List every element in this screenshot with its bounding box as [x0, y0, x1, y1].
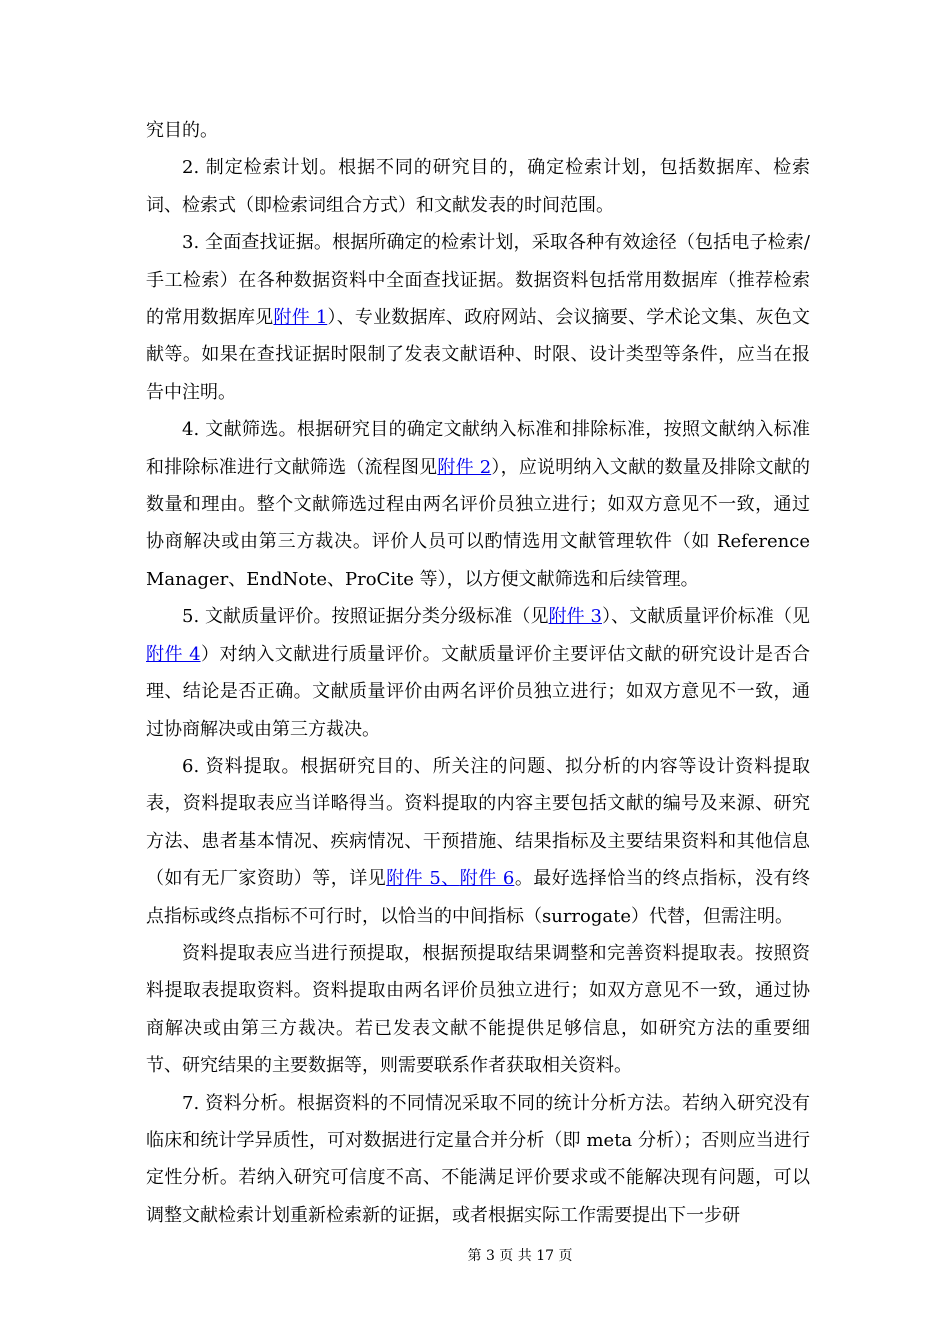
paragraph-text: 6. 资料提取。根据研究目的、所关注的问题、拟分析的内容等设计资料提取表，资料提取表应当详略得当。资料提取的内容主要包括文献的编号及来源、研究方法、患者基本情况、疾病情况、干预措施、结果指标及主要结果资料和其他信息（如有无厂家资助）等，详见 [146, 755, 810, 890]
paragraph-text: 4. 文献筛选。根据研究目的确定文献纳入标准和排除标准，按照文献纳入标准和排除标准进行文献筛选（流程图见 [146, 419, 810, 478]
appendix-3-link[interactable]: 附件 3 [548, 606, 602, 628]
paragraph-pre-extraction [146, 935, 810, 1085]
paragraph-literature-screening [146, 411, 810, 598]
appendix-4-link[interactable]: 附件 4 [146, 643, 201, 665]
appendix-2-link[interactable]: 附件 2 [437, 456, 492, 478]
paragraph-text: 2. 制定检索计划。根据不同的研究目的，确定检索计划，包括数据库、检索词、检索式（即检索词组合方式）和文献发表的时间范围。 [146, 157, 810, 216]
paragraph-text: 究目的。 [146, 120, 218, 141]
page-footer [0, 1245, 950, 1265]
paragraph-text: ）对纳入文献进行质量评价。文献质量评价主要评估文献的研究设计是否合理、结论是否正确。文献质量评价由两名评价员独立进行；如双方意见不一致，通过协商解决或由第三方裁决。 [146, 643, 810, 740]
paragraph-text: 。最好选择恰当的终点指标，没有终点指标或终点指标不可行时，以恰当的中间指标（surrogate）代替，但需注明。 [146, 868, 810, 927]
paragraph-text: ）、文献质量评价标准（见 [602, 606, 810, 628]
paragraph-text: 5. 文献质量评价。按照证据分类分级标准（见 [182, 606, 549, 628]
appendix-5-link[interactable]: 附件 5 [386, 868, 441, 890]
paragraph-text: 3. 全面查找证据。根据所确定的检索计划，采取各种有效途径（包括电子检索/手工检索）在各种数据资料中全面查找证据。数据资料包括常用数据库（推荐检索的常用数据库见 [146, 232, 810, 329]
paragraph-search-plan [146, 149, 810, 224]
paragraph-text: 7. 资料分析。根据资料的不同情况采取不同的统计分析方法。若纳入研究没有临床和统计学异质性，可对数据进行定量合并分析（即 meta 分析）；否则应当进行定性分析。若纳入研究可信度不高、不能满足评价要求或不能解决现有问题，可以调整文献检索计划重新检索新的证据，或者根据实际工作需要提出下一步研 [146, 1092, 810, 1226]
paragraph-quality-evaluation [146, 598, 810, 748]
link-separator: 、 [440, 868, 460, 890]
document-body [146, 112, 810, 1234]
paragraph-text: ），应说明纳入文献的数量及排除文献的数量和理由。整个文献筛选过程由两名评价员独立进行；如双方意见不一致，通过协商解决或由第三方裁决。评价人员可以酌情选用文献管理软件（如 Reference Manager、EndNote、ProCite 等），以方便文献筛选和后续管理。 [146, 456, 811, 590]
appendix-1-link[interactable]: 附件 1 [273, 307, 328, 329]
paragraph-data-extraction [146, 748, 810, 935]
paragraph-text: 资料提取表应当进行预提取，根据预提取结果调整和完善资料提取表。按照资料提取表提取资料。资料提取由两名评价员独立进行；如双方意见不一致，通过协商解决或由第三方裁决。若已发表文献不能提供足够信息，如研究方法的重要细节、研究结果的主要数据等，则需要联系作者获取相关资料。 [146, 942, 810, 1077]
paragraph-data-analysis [146, 1085, 810, 1235]
page-number: 第 3 页 共 17 页 [467, 1248, 573, 1264]
appendix-6-link[interactable]: 附件 6 [459, 868, 515, 890]
paragraph-continuation [146, 112, 810, 149]
paragraph-text: ）、专业数据库、政府网站、会议摘要、学术论文集、灰色文献等。如果在查找证据时限制了发表文献语种、时限、设计类型等条件，应当在报告中注明。 [146, 307, 810, 403]
paragraph-evidence-search [146, 224, 810, 411]
